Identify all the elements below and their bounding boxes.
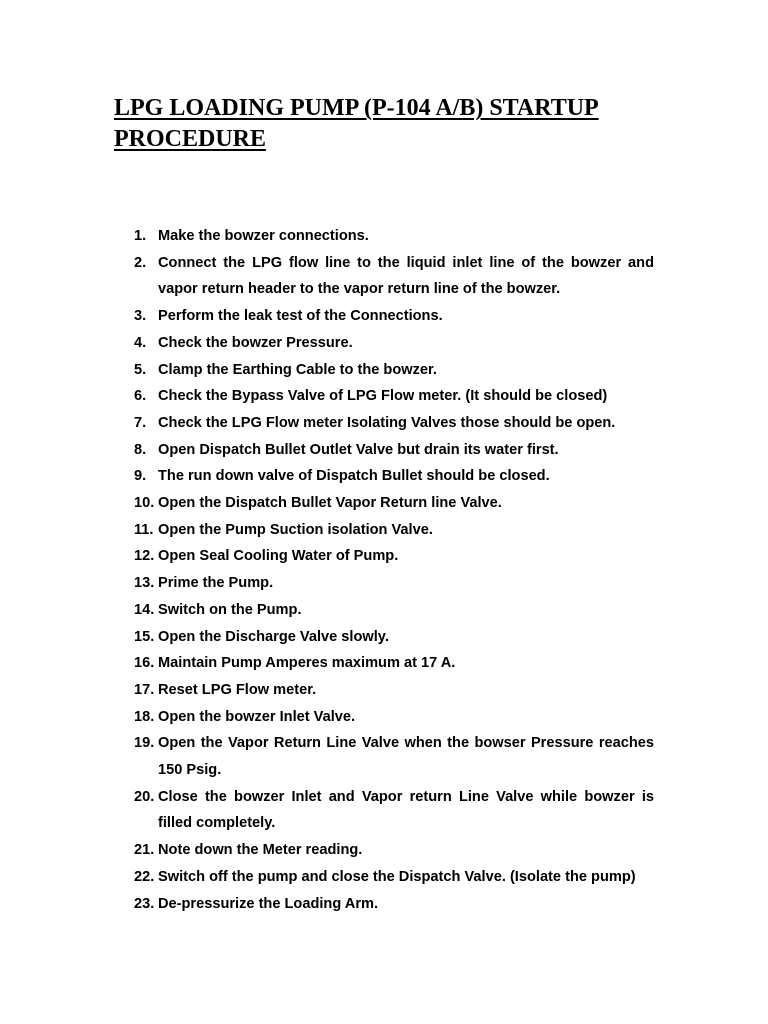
step-text: Check the LPG Flow meter Isolating Valves those should be open. xyxy=(158,414,616,431)
step-text: Open the Dispatch Bullet Vapor Return line Valve. xyxy=(158,495,502,512)
step-text: Clamp the Earthing Cable to the bowzer. xyxy=(158,361,437,378)
step-number: 4. xyxy=(134,334,147,351)
procedure-step xyxy=(134,624,654,651)
step-text: Check the Bypass Valve of LPG Flow meter. (It should be closed) xyxy=(158,388,608,405)
step-text: Open Dispatch Bullet Outlet Valve but drain its water first. xyxy=(158,441,559,458)
procedure-step xyxy=(134,303,654,330)
procedure-step xyxy=(134,250,654,303)
step-text: Switch on the Pump. xyxy=(158,601,302,618)
procedure-step xyxy=(134,517,654,544)
step-text: Maintain Pump Amperes maximum at 17 A. xyxy=(158,655,456,672)
procedure-step xyxy=(134,650,654,677)
step-number: 17. xyxy=(134,681,155,698)
step-text: Open the Vapor Return Line Valve when the bowser Pressure reaches 150 Psig. xyxy=(158,735,654,779)
procedure-step xyxy=(134,410,654,437)
step-number: 11. xyxy=(134,521,154,538)
procedure-step xyxy=(134,704,654,731)
step-number: 22. xyxy=(134,868,155,885)
step-text: Open Seal Cooling Water of Pump. xyxy=(158,548,399,565)
step-number: 23. xyxy=(134,895,155,912)
procedure-step xyxy=(134,357,654,384)
procedure-step xyxy=(134,784,654,837)
step-number: 1. xyxy=(134,228,147,244)
step-number: 10. xyxy=(134,495,155,512)
procedure-step xyxy=(134,543,654,570)
procedure-step xyxy=(134,677,654,704)
procedure-step xyxy=(134,891,654,918)
step-text: Connect the LPG flow line to the liquid inlet line of the bowzer and vapor return header to the vapor return line of the bowzer. xyxy=(158,254,654,298)
step-text: Reset LPG Flow meter. xyxy=(158,681,317,698)
step-text: Switch off the pump and close the Dispatch Valve. (Isolate the pump) xyxy=(158,868,636,885)
step-text: Check the bowzer Pressure. xyxy=(158,334,353,351)
step-number: 14. xyxy=(134,601,155,618)
step-text: Perform the leak test of the Connections. xyxy=(158,308,443,325)
step-number: 9. xyxy=(134,468,147,485)
step-text: The run down valve of Dispatch Bullet should be closed. xyxy=(158,468,550,485)
procedure-step xyxy=(134,223,654,250)
step-number: 16. xyxy=(134,655,155,672)
document-title: LPG LOADING PUMP (P-104 A/B) STARTUP PROCEDURE xyxy=(114,95,599,152)
procedure-step xyxy=(134,864,654,891)
step-number: 2. xyxy=(134,254,147,271)
step-number: 21. xyxy=(134,842,155,859)
step-number: 3. xyxy=(134,308,147,325)
procedure-step xyxy=(134,383,654,410)
step-number: 13. xyxy=(134,575,155,592)
step-text: Open the Pump Suction isolation Valve. xyxy=(158,521,433,538)
step-text: Open the bowzer Inlet Valve. xyxy=(158,708,356,725)
step-text: Open the Discharge Valve slowly. xyxy=(158,628,389,645)
step-text: Make the bowzer connections. xyxy=(158,228,369,244)
procedure-step xyxy=(134,437,654,464)
procedure-step xyxy=(134,463,654,490)
step-text: De-pressurize the Loading Arm. xyxy=(158,895,379,912)
step-number: 18. xyxy=(134,708,155,725)
procedure-step xyxy=(134,490,654,517)
procedure-step xyxy=(134,730,654,783)
procedure-step xyxy=(134,837,654,864)
step-number: 15. xyxy=(134,628,155,645)
step-number: 6. xyxy=(134,388,147,405)
procedure-step xyxy=(134,330,654,357)
step-number: 5. xyxy=(134,361,147,378)
step-number: 7. xyxy=(134,414,147,431)
step-number: 20. xyxy=(134,788,155,805)
procedure-step xyxy=(134,570,654,597)
step-number: 8. xyxy=(134,441,147,458)
procedure-step xyxy=(134,597,654,624)
step-text: Prime the Pump. xyxy=(158,575,274,592)
step-number: 12. xyxy=(134,548,155,565)
step-text: Note down the Meter reading. xyxy=(158,842,363,859)
step-text: Close the bowzer Inlet and Vapor return Line Valve while bowzer is filled completely. xyxy=(158,788,654,832)
procedure-steps-list xyxy=(134,223,654,917)
step-number: 19. xyxy=(134,735,155,752)
